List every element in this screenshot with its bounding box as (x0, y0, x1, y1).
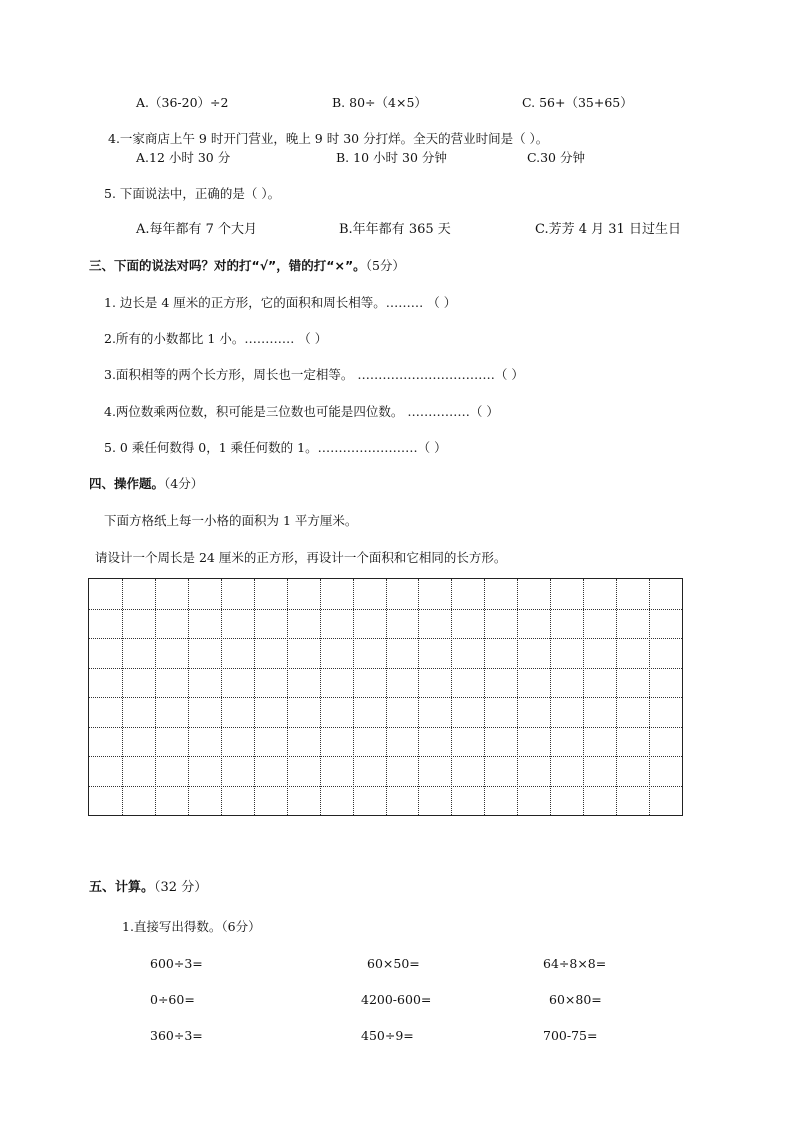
section-3-score: （5分） (365, 258, 405, 273)
section-3-heading (89, 258, 405, 274)
section-5-subheading: 1.直接写出得数。（6分） (122, 919, 261, 934)
q4-option-b: B. 10 小时 30 分钟 (336, 150, 447, 165)
q5-option-b: B.年年都有 365 天 (339, 222, 451, 237)
grid-horizontal-line (89, 786, 682, 787)
calc-item: 450÷9= (361, 1028, 414, 1043)
grid-horizontal-line (89, 668, 682, 669)
q3-option-b: B. 80÷（4×5） (332, 95, 427, 110)
section-4-instruction-1: 下面方格纸上每一小格的面积为 1 平方厘米。 (104, 513, 358, 528)
q5-option-a: A.每年都有 7 个大月 (136, 222, 258, 237)
section-4-title: 四、操作题。 (89, 476, 165, 491)
calc-item: 600÷3= (150, 956, 203, 971)
q3-option-a: A.（36-20）÷2 (136, 95, 229, 110)
section-3-title: 三、下面的说法对吗？对的打“√”，错的打“×”。 (89, 258, 366, 273)
section-3-item: 3.面积相等的两个长方形，周长也一定相等。 ……………………………（ ） (104, 367, 524, 382)
section-5-title: 五、计算。 (89, 880, 155, 895)
section-3-item: 1. 边长是 4 厘米的正方形，它的面积和周长相等。……… （ ） (104, 295, 457, 310)
grid-horizontal-line (89, 756, 682, 757)
section-4-instruction-2: 请设计一个周长是 24 厘米的正方形，再设计一个面积和它相同的长方形。 (95, 550, 507, 565)
section-3-item: 5. 0 乘任何数得 0，1 乘任何数的 1。……………………（ ） (104, 440, 447, 455)
section-3-item: 4.两位数乘两位数，积可能是三位数也可能是四位数。 ……………（ ） (104, 404, 499, 419)
calc-item: 700-75= (543, 1028, 598, 1043)
section-5-score: （32 分） (154, 880, 208, 895)
section-5-heading (89, 880, 207, 896)
q4-option-c: C.30 分钟 (527, 150, 585, 165)
calc-item: 60×80= (549, 992, 602, 1007)
grid-horizontal-line (89, 727, 682, 728)
section-4-heading (89, 476, 203, 492)
calc-item: 60×50= (367, 956, 420, 971)
calc-item: 360÷3= (150, 1028, 203, 1043)
q5-option-c: C.芳芳 4 月 31 日过生日 (535, 222, 681, 237)
q3-option-c: C. 56+（35+65） (522, 95, 633, 110)
calc-item: 64÷8×8= (543, 956, 607, 971)
section-3-item: 2.所有的小数都比 1 小。………… （ ） (104, 331, 328, 346)
q4-stem: 4.一家商店上午 9 时开门营业，晚上 9 时 30 分打烊。全天的营业时间是（ ）。 (108, 131, 549, 146)
grid-horizontal-line (89, 697, 682, 698)
calc-item: 0÷60= (150, 992, 195, 1007)
grid-horizontal-line (89, 638, 682, 639)
section-4-score: （4分） (164, 476, 204, 491)
grid-paper[interactable] (88, 578, 683, 816)
q4-option-a: A.12 小时 30 分 (136, 150, 231, 165)
calc-item: 4200-600= (361, 992, 432, 1007)
grid-horizontal-line (89, 609, 682, 610)
q5-stem: 5. 下面说法中，正确的是（ ）。 (104, 186, 281, 201)
